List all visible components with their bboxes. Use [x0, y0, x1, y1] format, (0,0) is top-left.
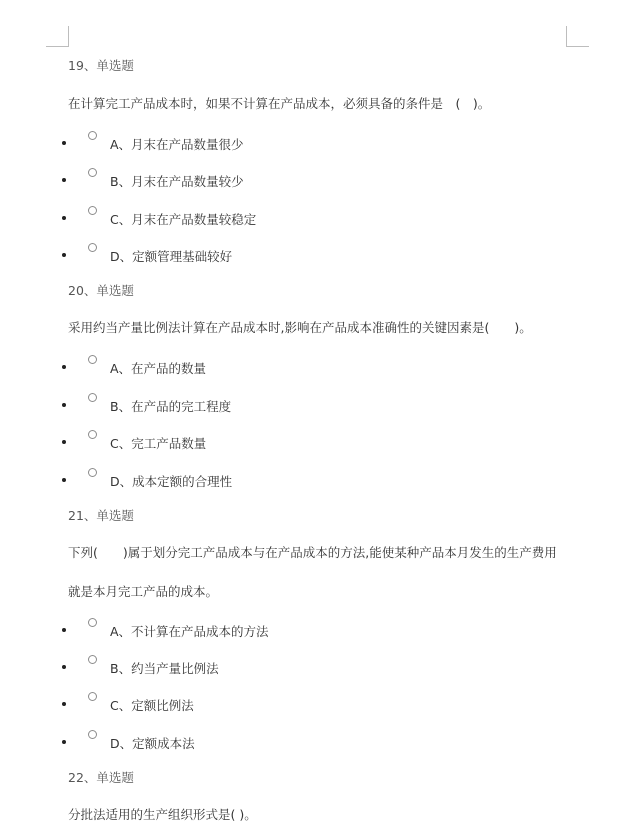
question-header: 21、单选题	[68, 508, 134, 523]
option-label: A、不计算在产品成本的方法	[110, 624, 269, 639]
radio-button[interactable]	[88, 618, 97, 627]
radio-button[interactable]	[88, 655, 97, 664]
bullet-dot-icon	[62, 702, 66, 706]
option-item[interactable]	[60, 732, 460, 752]
option-item[interactable]	[60, 357, 460, 377]
option-label: C、月末在产品数量较稳定	[110, 212, 257, 227]
option-item[interactable]	[60, 170, 460, 190]
bullet-dot-icon	[62, 403, 66, 407]
option-label: D、定额成本法	[110, 736, 195, 751]
option-item[interactable]	[60, 208, 460, 228]
radio-button[interactable]	[88, 468, 97, 477]
option-label: B、约当产量比例法	[110, 661, 219, 676]
option-item[interactable]	[60, 620, 460, 640]
radio-button[interactable]	[88, 243, 97, 252]
question-header: 20、单选题	[68, 283, 134, 298]
option-item[interactable]	[60, 657, 460, 677]
option-item[interactable]	[60, 694, 460, 714]
question-header: 22、单选题	[68, 770, 134, 785]
bullet-dot-icon	[62, 365, 66, 369]
option-label: D、成本定额的合理性	[110, 474, 233, 489]
radio-button[interactable]	[88, 168, 97, 177]
radio-button[interactable]	[88, 692, 97, 701]
option-label: B、月末在产品数量较少	[110, 174, 244, 189]
bullet-dot-icon	[62, 740, 66, 744]
option-label: D、定额管理基础较好	[110, 249, 233, 264]
option-label: C、定额比例法	[110, 698, 194, 713]
option-label: B、在产品的完工程度	[110, 399, 232, 414]
option-label: A、在产品的数量	[110, 361, 207, 376]
bullet-dot-icon	[62, 478, 66, 482]
option-label: C、完工产品数量	[110, 436, 207, 451]
radio-button[interactable]	[88, 393, 97, 402]
question-text: 分批法适用的生产组织形式是( )。	[68, 807, 257, 822]
option-item[interactable]	[60, 470, 460, 490]
radio-button[interactable]	[88, 206, 97, 215]
radio-button[interactable]	[88, 430, 97, 439]
bullet-dot-icon	[62, 665, 66, 669]
question-text: 采用约当产量比例法计算在产品成本时,影响在产品成本准确性的关键因素是( )。	[68, 320, 532, 335]
page-corner-mark-top-right	[566, 26, 589, 47]
bullet-dot-icon	[62, 628, 66, 632]
option-label: A、月末在产品数量很少	[110, 137, 244, 152]
question-text-line-1: 下列( )属于划分完工产品成本与在产品成本的方法,能使某种产品本月发生的生产费用	[68, 545, 557, 560]
option-item[interactable]	[60, 395, 460, 415]
bullet-dot-icon	[62, 440, 66, 444]
bullet-dot-icon	[62, 253, 66, 257]
question-header: 19、单选题	[68, 58, 134, 73]
radio-button[interactable]	[88, 131, 97, 140]
option-item[interactable]	[60, 133, 460, 153]
bullet-dot-icon	[62, 178, 66, 182]
option-item[interactable]	[60, 432, 460, 452]
radio-button[interactable]	[88, 730, 97, 739]
question-text: 在计算完工产品成本时，如果不计算在产品成本，必须具备的条件是 ( )。	[68, 96, 491, 111]
page-corner-mark-top-left	[46, 26, 69, 47]
bullet-dot-icon	[62, 216, 66, 220]
option-item[interactable]	[60, 245, 460, 265]
bullet-dot-icon	[62, 141, 66, 145]
question-text-line-2: 就是本月完工产品的成本。	[68, 584, 219, 599]
radio-button[interactable]	[88, 355, 97, 364]
